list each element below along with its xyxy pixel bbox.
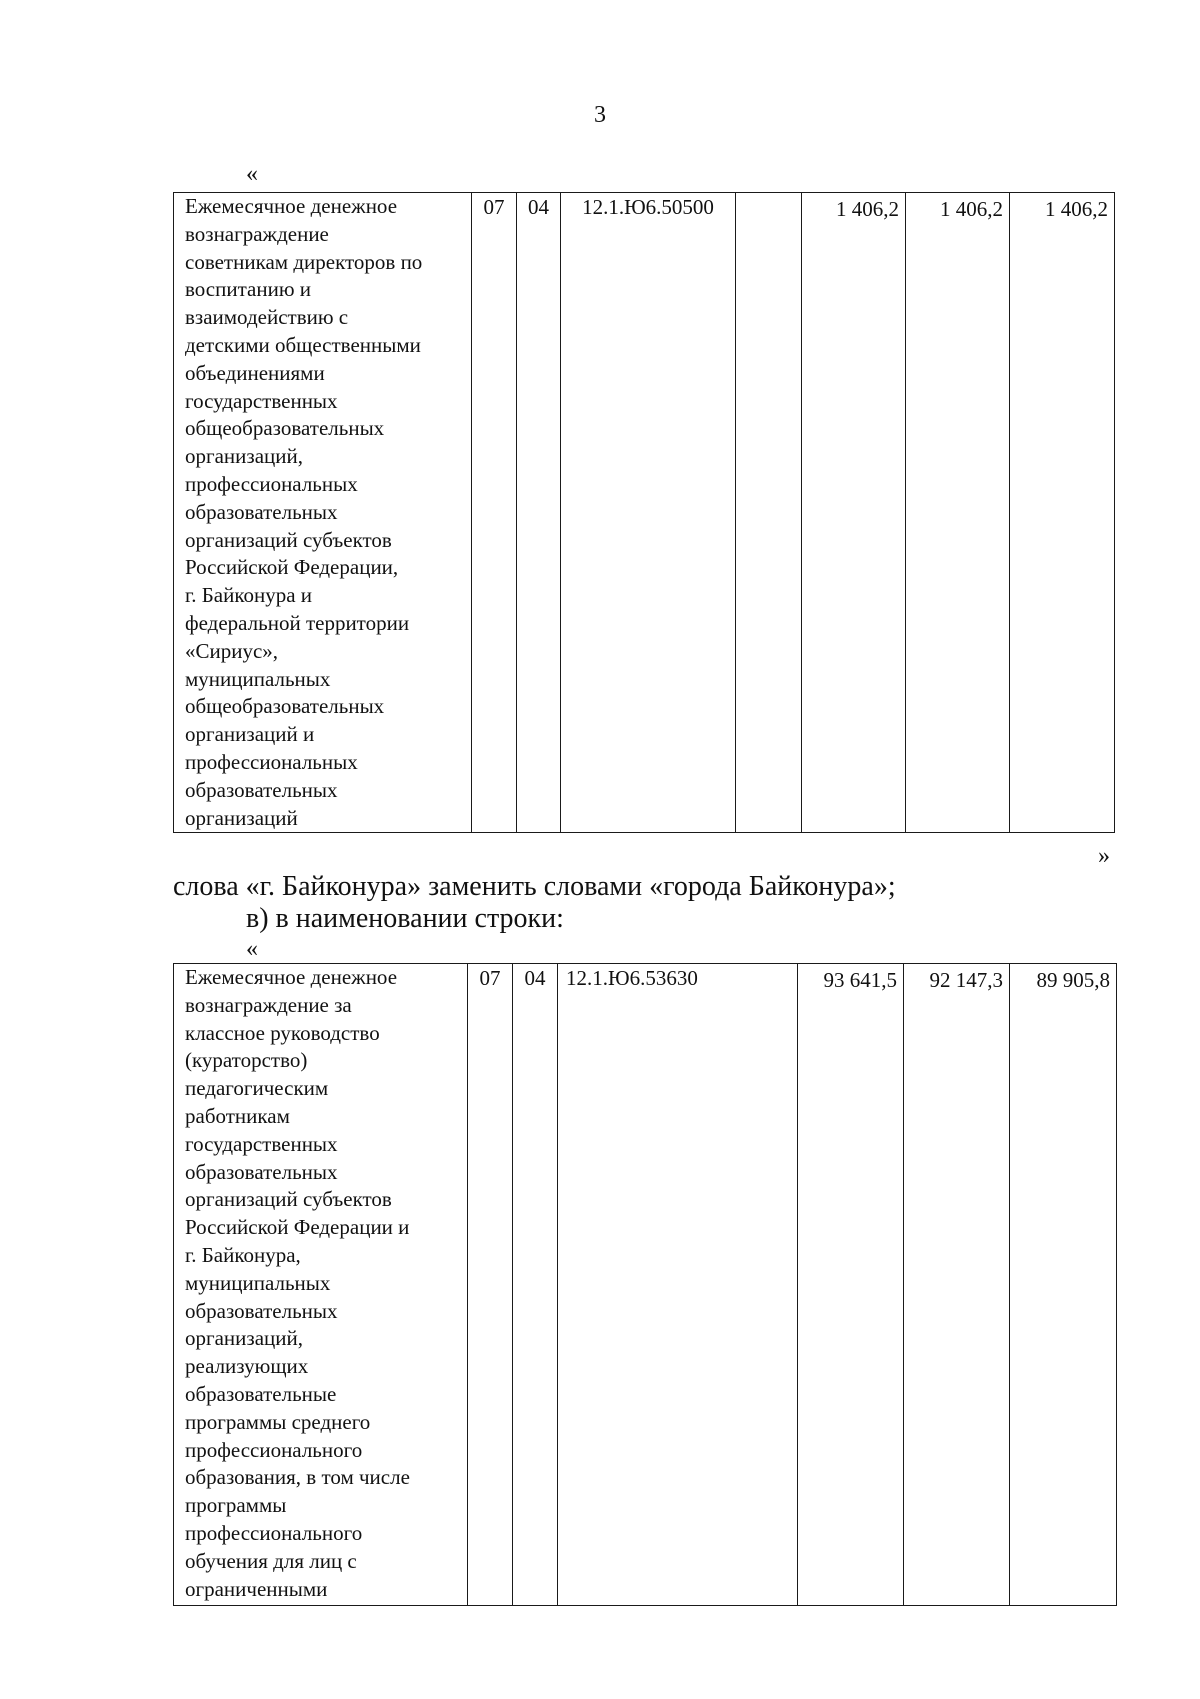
page-number: 3 — [594, 102, 606, 128]
row-name-line: образовательных — [185, 777, 338, 802]
expense-type-cell — [736, 193, 802, 833]
amount-year-1-cell: 93 641,5 — [798, 964, 904, 1606]
table-row — [174, 193, 1115, 833]
row-name-line: организаций — [185, 805, 298, 830]
row-name-line: общеобразовательных — [185, 416, 385, 441]
section-code-cell: 07 — [468, 964, 513, 1606]
row-name-line: государственных — [185, 388, 338, 413]
row-name-line: государственных — [185, 1131, 338, 1156]
row-name-line: Ежемесячное денежное — [185, 965, 398, 989]
row-name-line: организаций субъектов — [185, 527, 392, 552]
row-name-line: образовательных — [185, 1298, 338, 1323]
row-name-cell — [174, 964, 468, 1606]
row-name-line: «Сириус», — [185, 638, 279, 663]
row-name-line: вознаграждение — [185, 221, 329, 246]
row-name-line: советникам директоров по — [185, 249, 423, 274]
row-name-line: профессионального — [185, 1520, 363, 1545]
row-name-line: программы — [185, 1493, 287, 1518]
row-name-line: общеобразовательных — [185, 694, 385, 719]
budget-row-table-2 — [173, 963, 1117, 1606]
row-name-line: классное руководство — [185, 1020, 380, 1045]
row-name-line: образования, в том числе — [185, 1465, 410, 1490]
amount-year-2-cell: 92 147,3 — [904, 964, 1010, 1606]
amount-year-1-cell: 1 406,2 — [802, 193, 906, 833]
amount-year-2-cell: 1 406,2 — [906, 193, 1010, 833]
row-name-line: взаимодействию с — [185, 305, 349, 330]
row-name-line: образовательные — [185, 1381, 337, 1406]
section-code-cell: 07 — [472, 193, 517, 833]
row-name-line: организаций и — [185, 722, 315, 747]
row-name-line: организаций, — [185, 1326, 303, 1351]
row-name-line: профессионального — [185, 1437, 363, 1462]
target-article-cell: 12.1.Ю6.53630 — [558, 964, 798, 1606]
amount-year-3-cell: 1 406,2 — [1010, 193, 1115, 833]
row-name-cell — [174, 193, 472, 833]
opening-quote: « — [246, 161, 258, 187]
amendment-paragraph: слова «г. Байконура» заменить словами «города Байконура»; — [173, 871, 896, 902]
row-name-line: профессиональных — [185, 749, 358, 774]
row-name-line: обучения для лиц с — [185, 1548, 357, 1573]
amendment-subitem: в) в наименовании строки: — [246, 903, 564, 934]
row-name-line: реализующих — [185, 1354, 309, 1379]
row-name-line: г. Байконура и — [185, 583, 313, 608]
row-name-line: г. Байконура, — [185, 1242, 301, 1267]
row-name-line: муниципальных — [185, 666, 331, 691]
row-name-line: воспитанию и — [185, 277, 311, 302]
closing-quote: » — [1098, 843, 1110, 869]
row-name-line: образовательных — [185, 499, 338, 524]
row-name-line: федеральной территории — [185, 610, 410, 635]
row-name-line: Ежемесячное денежное — [185, 194, 398, 218]
row-name-line: организаций, — [185, 444, 303, 469]
subsection-code-cell: 04 — [517, 193, 561, 833]
opening-quote-2: « — [246, 936, 258, 962]
row-name-line: Российской Федерации и — [185, 1215, 410, 1240]
row-name-line: Российской Федерации, — [185, 555, 399, 580]
row-name-line: вознаграждение за — [185, 992, 352, 1017]
row-name — [185, 964, 463, 1603]
row-name-line: детскими общественными — [185, 332, 421, 357]
row-name-line: (кураторство) — [185, 1048, 308, 1073]
row-name-line: программы среднего — [185, 1409, 371, 1434]
row-name-line: профессиональных — [185, 471, 358, 496]
budget-row-table-1 — [173, 192, 1115, 833]
row-name-line: педагогическим — [185, 1076, 329, 1101]
row-name-line: ограниченными — [185, 1576, 328, 1601]
amount-year-3-cell: 89 905,8 — [1010, 964, 1117, 1606]
table-row — [174, 964, 1117, 1606]
subsection-code-cell: 04 — [513, 964, 558, 1606]
row-name-line: образовательных — [185, 1159, 338, 1184]
row-name-line: организаций субъектов — [185, 1187, 392, 1212]
target-article-cell: 12.1.Ю6.50500 — [561, 193, 736, 833]
row-name-line: работникам — [185, 1103, 290, 1128]
row-name-line: объединениями — [185, 360, 325, 385]
row-name-line: муниципальных — [185, 1270, 331, 1295]
row-name — [185, 193, 467, 832]
